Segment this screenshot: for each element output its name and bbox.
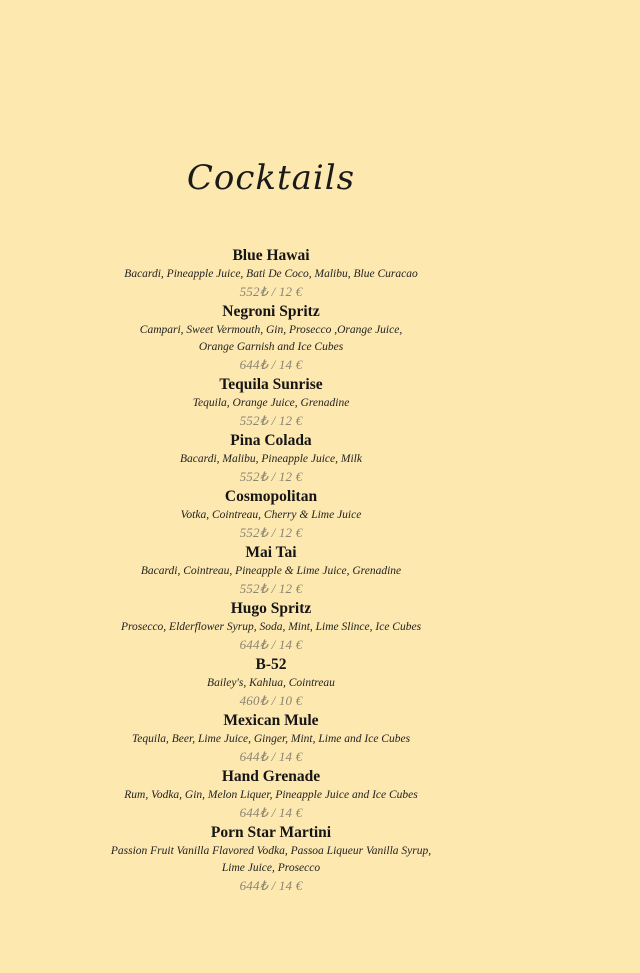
cocktail-ingredients: Tequila, Beer, Lime Juice, Ginger, Mint, Lime and Ice Cubes: [131, 733, 411, 745]
cocktail-ingredients: Rum, Vodka, Gin, Melon Liquer, Pineapple Juice and Ice Cubes: [124, 789, 418, 801]
cocktail-ingredients: Bailey's, Kahlua, Cointreau: [207, 677, 335, 689]
cocktail-ingredients: Orange Garnish and Ice Cubes: [198, 341, 344, 353]
cocktail-ingredients: Bacardi, Pineapple Juice, Bati De Coco, Malibu, Blue Curacao: [124, 268, 418, 280]
cocktail-name: Cosmopolitan: [224, 488, 318, 505]
list-item: [0, 711, 542, 765]
cocktail-name: Tequila Sunrise: [219, 376, 323, 393]
cocktail-ingredients: Campari, Sweet Vermouth, Gin, Prosecco ,Orange Juice,: [139, 324, 403, 336]
list-item: [0, 655, 542, 709]
list-item: [0, 487, 542, 541]
list-item: [0, 246, 542, 300]
page-title: Cocktails: [186, 158, 356, 198]
cocktail-price: 644₺ / 14 €: [239, 637, 303, 652]
list-item: [0, 823, 542, 894]
list-item: [0, 767, 542, 821]
cocktail-name: Hand Grenade: [221, 768, 321, 785]
cocktail-ingredients: Bacardi, Malibu, Pineapple Juice, Milk: [180, 453, 362, 465]
cocktail-price: 460₺ / 10 €: [239, 693, 303, 708]
list-item: [0, 375, 542, 429]
cocktail-price: 644₺ / 14 €: [239, 749, 303, 764]
cocktail-price: 644₺ / 14 €: [239, 357, 303, 372]
cocktail-list: [0, 246, 542, 896]
cocktail-name: Pina Colada: [230, 432, 312, 449]
cocktail-name: Blue Hawai: [232, 247, 310, 264]
list-item: [0, 543, 542, 597]
cocktail-price: 552₺ / 12 €: [239, 525, 303, 540]
cocktail-ingredients: Passion Fruit Vanilla Flavored Vodka, Passoa Liqueur Vanilla Syrup,: [110, 845, 432, 857]
cocktail-price: 552₺ / 12 €: [239, 413, 303, 428]
list-item: [0, 431, 542, 485]
cocktail-price: 644₺ / 14 €: [239, 805, 303, 820]
cocktail-name: B-52: [255, 656, 287, 673]
cocktail-ingredients: Lime Juice, Prosecco: [221, 862, 321, 874]
cocktail-price: 552₺ / 12 €: [239, 581, 303, 596]
cocktail-price: 552₺ / 12 €: [239, 284, 303, 299]
cocktail-name: Mai Tai: [245, 544, 297, 561]
cocktail-name: Mexican Mule: [223, 712, 319, 729]
list-item: [0, 302, 542, 373]
list-item: [0, 599, 542, 653]
cocktail-ingredients: Bacardi, Cointreau, Pineapple & Lime Juice, Grenadine: [140, 565, 402, 577]
cocktail-name: Negroni Spritz: [222, 303, 320, 320]
cocktail-ingredients: Tequila, Orange Juice, Grenadine: [192, 397, 350, 409]
cocktail-ingredients: Prosecco, Elderflower Syrup, Soda, Mint, Lime Slince, Ice Cubes: [120, 621, 422, 633]
cocktail-ingredients: Votka, Cointreau, Cherry & Lime Juice: [180, 509, 362, 521]
cocktail-name: Porn Star Martini: [210, 824, 332, 841]
cocktail-price: 552₺ / 12 €: [239, 469, 303, 484]
cocktail-price: 644₺ / 14 €: [239, 878, 303, 893]
cocktail-name: Hugo Spritz: [230, 600, 312, 617]
